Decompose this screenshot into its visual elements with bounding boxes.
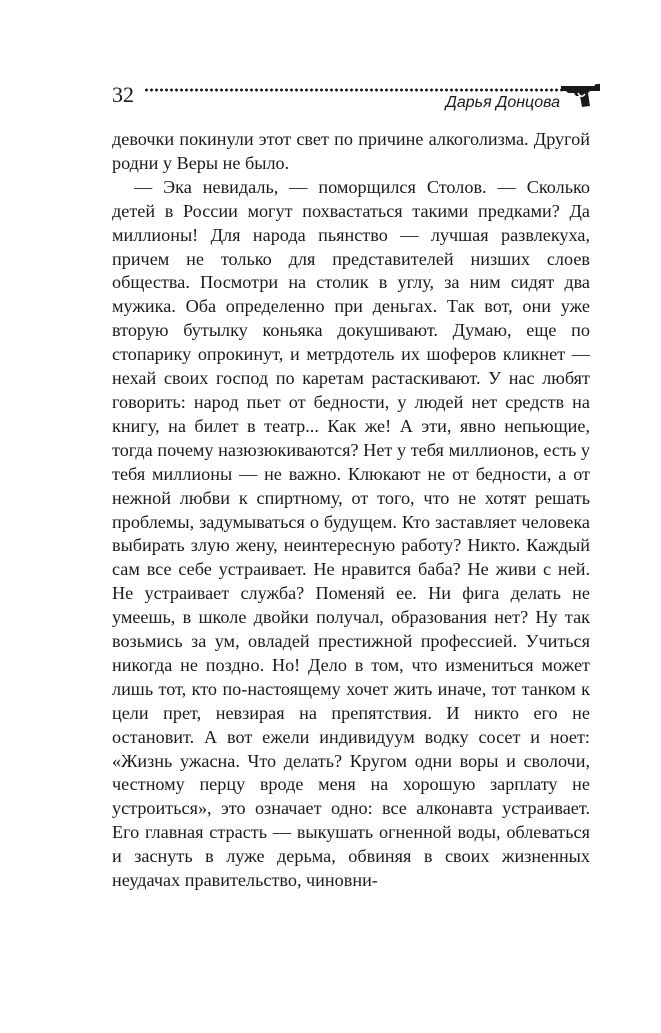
dotted-rule: [144, 88, 566, 92]
author-name: Дарья Донцова: [445, 94, 560, 111]
body-text: [112, 128, 590, 893]
running-header: [112, 78, 602, 114]
pistol-icon: [560, 82, 602, 108]
paragraph: девочки покинули этот свет по причине алкоголизма. Другой родни у Веры не было.: [112, 129, 590, 173]
page-number: 32: [112, 82, 134, 107]
paragraph: — Эка невидаль, — поморщился Столов. — Сколько детей в России могут похвастаться такими предками? Да миллионы! Для народа пьянство — лучшая развлекуха, причем не только для представителей низших слоев общества. Посмотри на столик в углу, за ним сидят два мужика. Оба определенно при деньгах. Так вот, они уже вторую бутылку коньяка докушивают. Думаю, еще по стопарику опрокинут, и метрдотель их шоферов кликнет — нехай своих господ по каретам растаскивают. У нас любят говорить: народ пьет от бедности, у людей нет средств на книгу, на билет в театр... Как же! А эти, явно непьющие, тогда почему назюзюкиваются? Нет у тебя миллионов, есть у тебя миллионы — не важно. Клюкают не от бедности, а от нежной любви к спиртному, от того, что не хотят решать проблемы, задумываться о будущем. Кто заставляет человека выбирать злую жену, неинтересную работу? Никто. Каждый сам все себе устраивает. Не нравится баба? Не живи с ней. Не устраивает служба? Поменяй ее. Ни фига делать не умеешь, в школе двойки получал, образования нет? Ну так возьмись за ум, овладей престижной профессией. Учиться никогда не поздно. Но! Дело в том, что измениться может лишь тот, кто по-настоящему хочет жить иначе, тот танком к цели прет, невзирая на препятствия. И никто его не остановит. А вот ежели индивидуум водку сосет и ноет: «Жизнь ужасна. Что делать? Кругом одни воры и сволочи, честному перцу вроде меня на хорошую зарплату не устроиться», это означает одно: все алконавта устраивает. Его главная страсть — выкушать огненной воды, облеваться и заснуть в луже дерьма, обвиняя в своих жизненных неудачах правительство, чиновни-: [112, 176, 590, 891]
